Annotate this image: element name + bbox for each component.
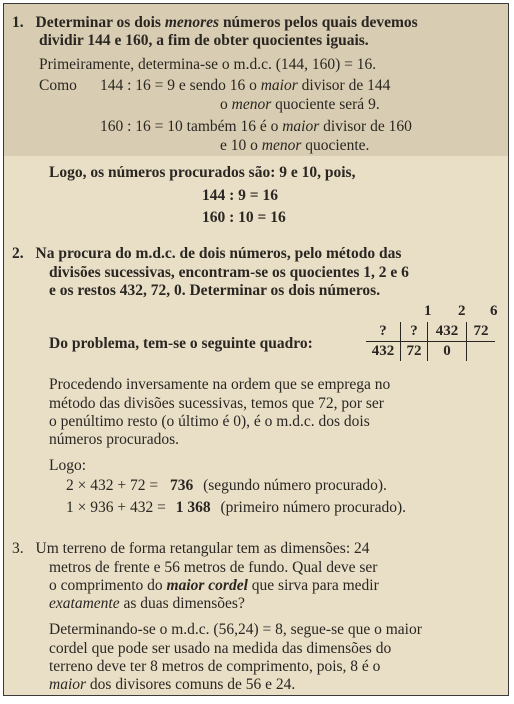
problem-1-line-menor-9 (220, 96, 380, 114)
quotient-2: 2 (458, 303, 466, 319)
table-cell: 72 (401, 342, 428, 362)
result: 1 368 (175, 499, 211, 516)
table-cell: ? (366, 322, 401, 342)
problem-2-text-line-2: método das divisões sucessivas, temos que 72, por ser (49, 395, 384, 412)
problem-1-statement-line-2: dividir 144 e 160, a fim de obter quocientes iguais. (39, 32, 369, 49)
text-italic: exatamente (49, 595, 120, 612)
problem-1-statement-line-1 (12, 14, 418, 32)
table-cell: ? (401, 322, 428, 342)
text: 2 × 432 + 72 = (66, 477, 159, 494)
text-italic: maior (282, 118, 320, 135)
text-italic: maior (260, 77, 298, 94)
problem-2-text-line-3: o penúltimo resto (o último é 0), é o m.d.c. dos dois (49, 413, 370, 430)
problem-3-answer-line-4 (49, 676, 295, 694)
text: quociente será 9. (271, 96, 380, 113)
text: divisor de 144 (297, 77, 391, 94)
problem-2-statement-line-3: e os restos 432, 72, 0. Determinar os dois números. (49, 282, 381, 299)
table-cell (467, 342, 496, 362)
text-italic: maior cordel (166, 577, 248, 594)
text: (segundo número procurado). (203, 477, 387, 494)
text: que sirva para medir (247, 577, 379, 594)
text: (primeiro número procurado). (220, 499, 406, 516)
text: o (220, 96, 232, 113)
calc-line-1 (66, 477, 387, 495)
table-cell: 0 (428, 342, 467, 362)
problem-1-equation-2: 160 : 10 = 16 (202, 209, 286, 226)
problem-1-como-label: Como (39, 77, 77, 94)
problem-1-line-144 (100, 77, 390, 95)
problem-3-statement-line-2: metros de frente e 56 metros de fundo. Qual deve ser (49, 559, 378, 576)
text-italic: maior (49, 676, 87, 693)
problem-3-answer-line-3: terreno deve ter 8 metros de comprimento, pois, 8 é o (49, 658, 381, 675)
problem-2-statement-line-1 (12, 245, 401, 263)
text: números pelos quais devemos (219, 14, 418, 31)
quotient-1: 1 (424, 303, 432, 319)
table-row (366, 322, 495, 342)
text: 144 : 16 = 9 e sendo 16 o (100, 77, 261, 94)
result: 736 (169, 477, 194, 494)
problem-2-text-line-4: números procurados. (49, 431, 179, 448)
problem-2-table-label: Do problema, tem-se o seguinte quadro: (49, 335, 313, 352)
problem-3-statement-line-4 (49, 595, 245, 613)
problem-1-line-menor-10 (220, 137, 369, 155)
text-italic: menor (261, 137, 302, 154)
problem-number: 3. (12, 540, 24, 557)
text: Na procura do m.d.c. de dois números, pelo método das (35, 245, 402, 262)
text: 1 × 936 + 432 = (66, 499, 166, 516)
text: e 10 o (220, 137, 262, 154)
problem-number: 2. (12, 245, 24, 262)
table-cell: 432 (366, 342, 401, 362)
text: divisor de 160 (319, 118, 412, 135)
table-cell: 432 (428, 322, 467, 342)
calc-line-2 (66, 499, 406, 517)
text: as duas dimensões? (119, 595, 245, 612)
textbook-page (3, 3, 509, 696)
table-row (366, 342, 495, 362)
problem-1-conclusion: Logo, os números procurados são: 9 e 10, pois, (49, 164, 356, 181)
problem-3-statement-line-1 (12, 540, 370, 558)
text: dos divisores comuns de 56 e 24. (86, 676, 296, 693)
problem-2-text-line-1: Procedendo inversamente na ordem que se emprega no (49, 376, 391, 393)
problem-1-line-160 (100, 118, 412, 136)
text: quociente. (301, 137, 370, 154)
problem-1-equation-1: 144 : 9 = 16 (202, 187, 278, 204)
text: Determinar os dois (35, 14, 165, 31)
problem-3-answer-line-2: cordel que pode ser usado na medida das dimensões do (49, 640, 392, 657)
table-cell: 72 (473, 323, 489, 339)
text: 160 : 16 = 10 também 16 é o (100, 118, 283, 135)
problem-2-logo: Logo: (49, 457, 87, 474)
division-table (366, 322, 495, 361)
problem-3-statement-line-3 (49, 577, 379, 595)
problem-1-answer-line-1: Primeiramente, determina-se o m.d.c. (144, 160) = 16. (39, 56, 377, 73)
text: Um terreno de forma retangular tem as dimensões: 24 (35, 540, 370, 557)
text-italic: menor (231, 96, 272, 113)
problem-number: 1. (12, 14, 24, 31)
problem-3-answer-line-1: Determinando-se o m.d.c. (56,24) = 8, segue-se que o maior (49, 621, 422, 638)
text-italic: menores (164, 14, 220, 31)
text: o comprimento do (49, 577, 167, 594)
quotient-3: 6 (490, 303, 498, 319)
problem-2-statement-line-2: divisões sucessivas, encontram-se os quocientes 1, 2 e 6 (49, 264, 409, 281)
